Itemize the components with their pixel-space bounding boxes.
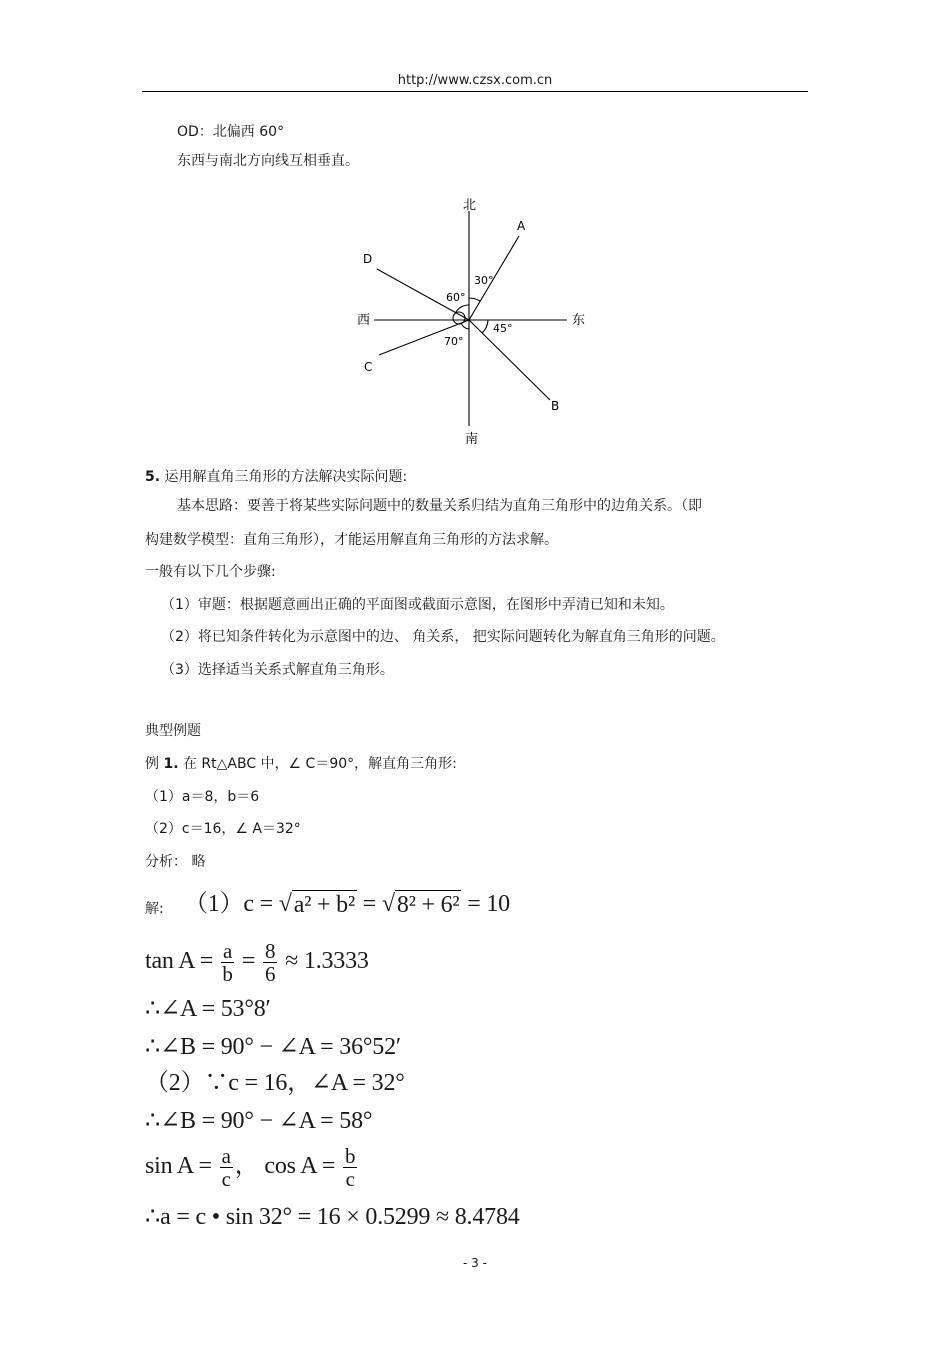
- angle-70-label: 70°: [444, 335, 464, 348]
- math-line-4: ∴∠B = 90° − ∠A = 36°52′: [145, 1034, 401, 1060]
- math-line-6: ∴∠B = 90° − ∠A = 58°: [145, 1108, 373, 1134]
- north-label: 北: [463, 198, 477, 213]
- example-1-prefix: 例: [145, 756, 164, 772]
- example-1-text: 在 Rt△ABC 中，∠ C＝90°，解直角三角形:: [178, 756, 457, 772]
- example-1-line: [145, 755, 457, 773]
- solution-label: 解:: [145, 901, 164, 917]
- south-label: 南: [465, 432, 479, 447]
- step-2: （2）将已知条件转化为示意图中的边、 角关系， 把实际问题转化为解直角三角形的问题。: [161, 629, 725, 645]
- arc-45: [482, 320, 488, 333]
- label-d: D: [363, 252, 373, 266]
- angle-60-label: 60°: [446, 291, 466, 304]
- example-part-2: （2）c＝16，∠ A＝32°: [145, 821, 301, 837]
- fraction-a-c: $\frac{a}{c}$: [221, 1144, 231, 1191]
- math-line-2: tan A = $\frac{a}{b}$ = $\frac{8}{6}$ ≈ 1.3333: [145, 939, 369, 986]
- label-c: C: [364, 360, 373, 374]
- page-number: - 3 -: [463, 1256, 487, 1270]
- sqrt-a2-b2: √ a² + b²: [278, 891, 355, 918]
- math-line-7: sin A = $\frac{a}{c}$ ， cos A = $\frac{b}{c}$: [145, 1144, 356, 1191]
- west-loop: [453, 312, 465, 324]
- perpendicular-line: 东西与南北方向线互相垂直。: [177, 153, 359, 169]
- step-3: （3）选择适当关系式解直角三角形。: [161, 662, 394, 678]
- idea-line-1: 基本思路：要善于将某些实际问题中的数量关系归结为直角三角形中的边角关系。（即: [177, 498, 702, 514]
- examples-heading: 典型例题: [145, 723, 201, 739]
- step-1: （1）审题：根据题意画出正确的平面图或截面示意图，在图形中弄清已知和未知。: [161, 597, 674, 613]
- od-direction-line: OD：北偏西 60°: [177, 124, 285, 140]
- section5-title: [145, 468, 407, 486]
- label-b: B: [551, 399, 560, 413]
- idea-line-2: 构建数学模型：直角三角形），才能运用解直角三角形的方法求解。: [145, 532, 558, 548]
- section5-title-text: 运用解直角三角形的方法解决实际问题:: [164, 469, 408, 485]
- fraction-b-c: $\frac{b}{c}$: [344, 1144, 356, 1191]
- math-line-8: ∴a = c • sin 32° = 16 × 0.5299 ≈ 8.4784: [145, 1204, 520, 1230]
- compass-diagram: [0, 0, 950, 460]
- steps-intro: 一般有以下几个步骤:: [145, 564, 276, 580]
- section5-number: 5.: [145, 469, 161, 485]
- arc-30: [469, 298, 480, 301]
- angle-45-label: 45°: [493, 322, 513, 335]
- math-line-3: ∴∠A = 53°8′: [145, 996, 271, 1022]
- math-line-1: （1）c = √ a² + b² = √ 8² + 6² = 10: [184, 891, 510, 918]
- arc-70: [461, 323, 469, 329]
- example-part-1: （1）a＝8，b＝6: [145, 789, 260, 805]
- fraction-8-6: $\frac{8}{6}$: [265, 939, 276, 986]
- angle-30-label: 30°: [474, 274, 494, 287]
- west-label: 西: [357, 313, 371, 328]
- header-url: http://www.czsx.com.cn: [397, 73, 553, 88]
- fraction-a-b: $\frac{a}{b}$: [222, 939, 233, 986]
- arc-60: [456, 305, 469, 312]
- label-a: A: [517, 219, 526, 233]
- analysis-line: 分析： 略: [145, 854, 206, 870]
- sqrt-8-6: √ 8² + 6²: [381, 891, 460, 918]
- east-label: 东: [572, 313, 586, 328]
- example-1-number: 1.: [163, 756, 179, 772]
- math-line-5: （2）∵c = 16，∠A = 32°: [145, 1070, 405, 1096]
